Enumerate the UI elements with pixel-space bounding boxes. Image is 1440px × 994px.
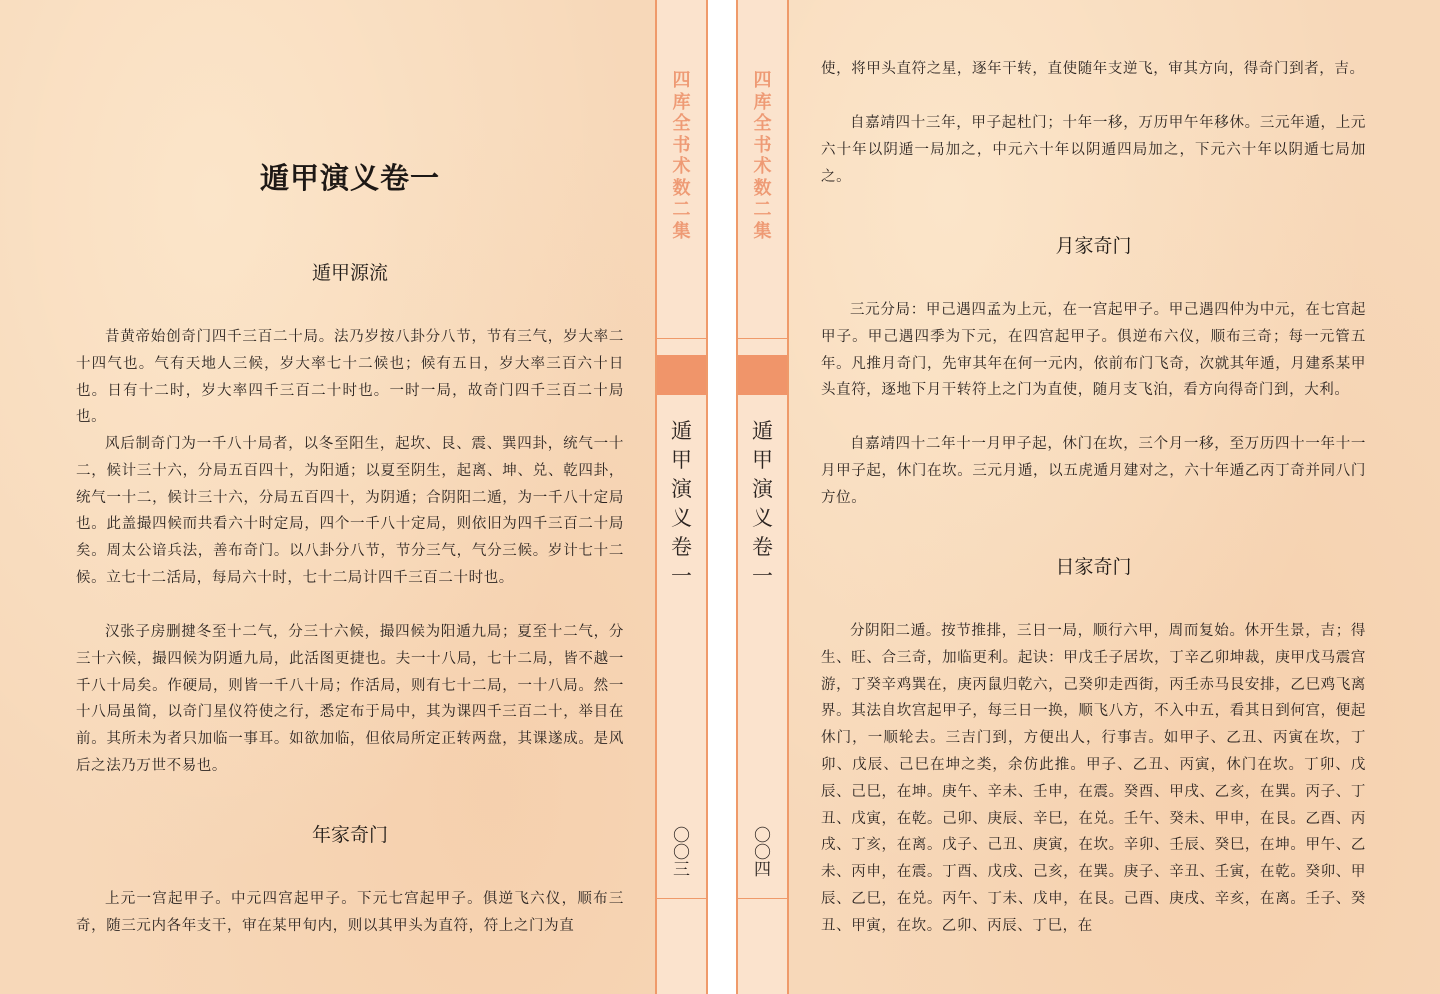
- paragraph: 汉张子房删揵冬至十二气，分三十六候，撮四候为阳遁九局；夏至十二气，分三十六候，撮四候为阴遁九局，此活图更捷也。夫一十八局，七十二局，皆不越一千八十局矣。作硬局，则皆一千八十局；作活局，则有七十二局，一十八局。然一十八局虽简，以奇门星仪符使之行，悉定布于局中，其为课四千三百二十，举目在前。其所未为者只加临一事耳。如欲加临，但依局所定正转两盘，其课遂成。是风后之法乃万世不易也。: [76, 624, 624, 774]
- spine-divider: [657, 898, 706, 899]
- spine-band: [738, 355, 787, 395]
- section-heading-nianjia-qimen: 年家奇门: [311, 824, 388, 846]
- left-spine: [655, 0, 708, 994]
- paragraph: 上元一宫起甲子。中元四宫起甲子。下元七宫起甲子。俱逆飞六仪，顺布三奇，随三元内各年支干，审在某甲旬内，则以其甲头为直符，符上之门为直: [76, 891, 624, 934]
- paragraph: 三元分局：甲己遇四孟为上元，在一宫起甲子。甲己遇四仲为中元，在七宫起甲子。甲己遇四季为下元，在四宫起甲子。俱逆布六仪，顺布三奇；每一元管五年。凡推月奇门，先审其年在何一元内，依前布门飞奇，次就其年遁，月建系某甲头直符，逐地下月干转符上之门为直使，随月支飞泊，看方向得奇门到，大利。: [821, 302, 1366, 399]
- paragraph: 风后制奇门为一千八十局者，以冬至阳生，起坎、艮、震、巽四卦，统气一十二，候计三十六，分局五百四十，为阳遁；以夏至阴生，起离、坤、兑、乾四卦，统气一十二，候计三十六，分局五百四十，为阴遁；合阴阳二遁，为一千八十定局也。此盖撮四候而共看六十时定局，四个一千八十定局，则依旧为四千三百二十局矣。周太公谙兵法，善布奇门。以八卦分八节，节分三气，气分三候。岁计七十二候。立七十二活局，每局六十时，七十二局计四千三百二十时也。: [76, 436, 624, 586]
- paragraph: 分阴阳二遁。按节推排，三日一局，顺行六甲，周而复始。休开生景，吉；得生、旺、合三奇，加临更利。起诀：甲戊壬子居坎，丁辛乙卯坤裁，庚甲戊马震宫游，丁癸辛鸡巽在，庚丙鼠归乾六，己癸卯走西街，丙壬赤马艮安排，乙巳鸡飞离界。其法自坎宫起甲子，每三日一换，顺飞八方，不入中五，看其日到何宫，便起休门，一顺轮去。三吉门到，方便出人，行事吉。如甲子、乙丑、丙寅在坎，丁卯、戊辰、己巳在坤之类，余仿此推。甲子、乙丑、丙寅，休门在坎。丁卯、戊辰、己巳，在坤。庚午、辛未、壬申，在震。癸酉、甲戌、乙亥，在巽。丙子、丁丑、戊寅，在乾。己卯、庚辰、辛巳，在兑。壬午、癸未、甲申，在艮。乙酉、丙戌、丁亥，在离。戊子、己丑、庚寅，在坎。辛卯、壬辰、癸巳，在坤。甲午、乙未、丙申，在震。丁酉、戊戌、己亥，在巽。庚子、辛丑、壬寅，在乾。癸卯、甲辰、乙巳，在兑。丙午、丁未、戊申，在艮。己酉、庚戌、辛亥，在离。壬子、癸丑、甲寅，在坎。乙卯、丙辰、丁巳，在: [821, 623, 1366, 934]
- section-heading-dunjia-yuanliu: 遁甲源流: [311, 262, 388, 284]
- spine-divider: [738, 898, 787, 899]
- paragraph-continuation: 使，将甲头直符之星，逐年干转，直使随年支逆飞，审其方向，得奇门到者，吉。: [821, 61, 1365, 77]
- section-heading-yuejia-qimen: 月家奇门: [1055, 235, 1132, 257]
- volume-title: 遁甲演义卷一: [259, 161, 440, 195]
- spine-volume-name: 遁甲演义卷一: [752, 419, 773, 588]
- paragraph: 昔黄帝始创奇门四千三百二十局。法乃岁按八卦分八节，节有三气，岁大率二十四气也。气有天地人三候，岁大率七十二候也；候有五日，岁大率三百六十日也。日有十二时，岁大率四千三百二十时也。一时一局，故奇门四千三百二十局也。: [76, 329, 624, 426]
- series-name: 四库全书术数二集: [672, 70, 691, 242]
- left-page: [0, 0, 708, 994]
- page-number: 〇〇三: [673, 826, 690, 880]
- right-page: [736, 0, 1440, 994]
- series-name: 四库全书术数二集: [753, 70, 772, 242]
- spine-divider: [738, 338, 787, 339]
- paragraph: 自嘉靖四十二年十一月甲子起，休门在坎，三个月一移，至万历四十一年十一月甲子起，休门在坎。三元月遁，以五虎遁月建对之，六十年遁乙丙丁奇并同八门方位。: [821, 436, 1366, 506]
- page-number: 〇〇四: [754, 826, 771, 880]
- right-spine: [736, 0, 789, 994]
- spine-band: [657, 355, 706, 395]
- section-heading-rijia-qimen: 日家奇门: [1055, 556, 1132, 578]
- paragraph: 自嘉靖四十三年，甲子起杜门；十年一移，万历甲午年移休。三元年遁，上元六十年以阴遁一局加之，中元六十年以阴遁四局加之，下元六十年以阴遁七局加之。: [821, 115, 1366, 185]
- spine-divider: [657, 338, 706, 339]
- spine-volume-name: 遁甲演义卷一: [671, 419, 692, 588]
